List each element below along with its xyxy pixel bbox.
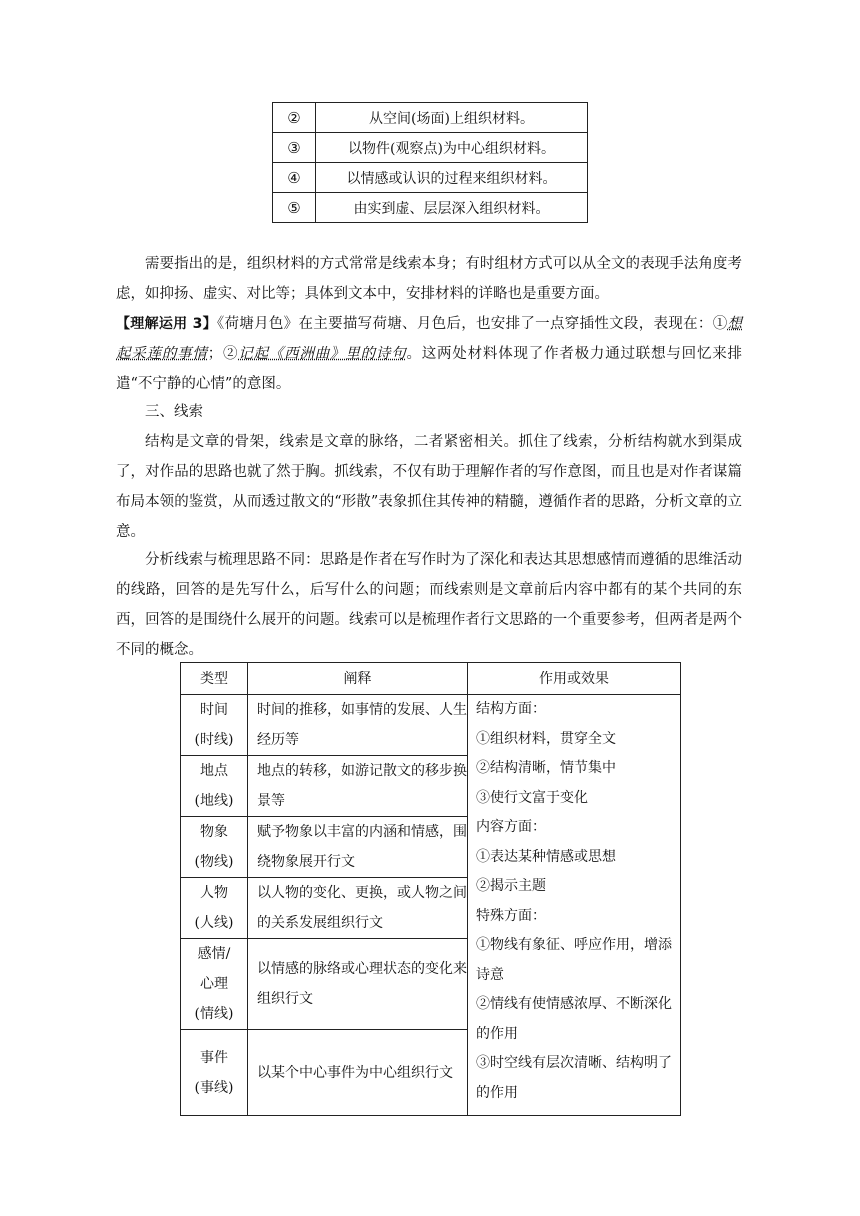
type-alias: (人线) xyxy=(194,915,234,931)
table-row xyxy=(273,193,588,223)
explanation-cell: 以人物的变化、更换，或人物之间的关系发展组织行文 xyxy=(248,878,468,939)
effect-line: ①组织材料，贯穿全文 xyxy=(476,730,616,747)
header-effect: 作用或效果 xyxy=(468,663,681,695)
underlined-answer-1: 想起采莲的事情 xyxy=(116,316,742,362)
effect-line: ③使行文富于变化 xyxy=(476,789,588,806)
table-row xyxy=(273,133,588,163)
type-alias: (时线) xyxy=(194,732,234,748)
organize-materials-table xyxy=(272,102,588,223)
explanation-cell: 时间的推移，如事情的发展、人生经历等 xyxy=(248,695,468,756)
row-text: 以情感或认识的过程来组织材料。 xyxy=(316,163,588,193)
type-cell xyxy=(181,756,248,817)
thread-types-table xyxy=(180,662,681,1116)
effect-line: ②揭示主题 xyxy=(476,878,546,894)
type-name: 心理 xyxy=(200,976,228,992)
header-type: 类型 xyxy=(181,663,248,695)
effect-line: 特殊方面： xyxy=(476,907,546,924)
effect-line: 内容方面： xyxy=(476,819,546,835)
paragraph-thread-vs-thought: 分析线索与梳理思路不同：思路是作者在写作时为了深化和表达其思想感情而遵循的思维活动的线路，回答的是先写什么，后写什么的问题；而线索则是文章前后内容中都有的某个共同的东西，回答的是围绕什么展开的问题。线索可以是梳理作者行文思路的一个重要参考，但两者是两个不同的概念。 xyxy=(116,552,742,658)
type-cell xyxy=(181,1030,248,1116)
row-number: ② xyxy=(273,103,316,133)
type-alias: (事线) xyxy=(194,1079,234,1096)
effect-line: 结构方面： xyxy=(476,701,546,717)
effect-line: ②情线有使情感浓厚、不断深化的作用 xyxy=(476,996,672,1042)
type-alias: (情线) xyxy=(194,1006,234,1022)
type-cell xyxy=(181,695,248,756)
apply-text: 。这两处材料体现了作者极力通过联想与回忆来排遣“不宁静的心情”的意图。 xyxy=(116,346,743,392)
effect-line: ②结构清晰，情节集中 xyxy=(476,760,616,776)
effect-cell xyxy=(468,695,681,1116)
apply-label: 【理解运用 3】 xyxy=(116,316,217,332)
type-name: 地点 xyxy=(200,763,228,779)
effect-line: ③时空线有层次清晰、结构明了的作用 xyxy=(476,1055,672,1101)
type-name: 人物 xyxy=(200,885,228,901)
type-alias: (物线) xyxy=(194,854,234,870)
paragraph-structure: 结构是文章的骨架，线索是文章的脉络，二者紧密相关。抓住了线索，分析结构就水到渠成了，对作品的思路也就了然于胸。抓线索，不仅有助于理解作者的写作意图，而且也是对作者谋篇布局本领的鉴赏，从而透过散文的“形散”表象抓住其传神的精髓，遵循作者的思路，分析文章的立意。 xyxy=(116,434,742,540)
type-cell xyxy=(181,817,248,878)
apply-text: 《荷塘月色》在主要描写荷塘、月色后，也安排了一点穿插性文段，表现在：① xyxy=(216,316,728,332)
row-text: 从空间(场面)上组织材料。 xyxy=(316,103,588,133)
table-row xyxy=(181,695,681,756)
explanation-cell: 赋予物象以丰富的内涵和情感，围绕物象展开行文 xyxy=(248,817,468,878)
row-text: 由实到虚、层层深入组织材料。 xyxy=(316,193,588,223)
table-header-row xyxy=(181,663,681,695)
type-name: 物象 xyxy=(200,824,228,840)
type-cell xyxy=(181,939,248,1030)
type-name: 时间 xyxy=(200,702,228,718)
explanation-cell: 以情感的脉络或心理状态的变化来组织行文 xyxy=(248,939,468,1030)
type-name: 感情/ xyxy=(197,946,231,962)
effect-line: ①物线有象征、呼应作用，增添诗意 xyxy=(476,937,672,983)
explanation-cell: 地点的转移，如游记散文的移步换景等 xyxy=(248,756,468,817)
row-number: ⑤ xyxy=(273,193,316,223)
paragraph-apply xyxy=(116,309,742,399)
underlined-answer-2: 记起《西洲曲》里的诗句 xyxy=(238,346,407,362)
table-row xyxy=(273,103,588,133)
row-number: ③ xyxy=(273,133,316,163)
table-row xyxy=(273,163,588,193)
type-alias: (地线) xyxy=(194,793,234,809)
header-explanation: 阐释 xyxy=(248,663,468,695)
type-cell xyxy=(181,878,248,939)
row-text: 以物件(观察点)为中心组织材料。 xyxy=(316,133,588,163)
section-heading: 三、线索 xyxy=(145,404,203,420)
row-number: ④ xyxy=(273,163,316,193)
paragraph-note: 需要指出的是，组织材料的方式常常是线索本身；有时组材方式可以从全文的表现手法角度考虑，如抑扬、虚实、对比等；具体到文本中，安排材料的详略也是重要方面。 xyxy=(116,256,742,302)
apply-text: ；② xyxy=(207,346,239,362)
explanation-cell: 以某个中心事件为中心组织行文 xyxy=(248,1030,468,1116)
effect-line: ①表达某种情感或思想 xyxy=(476,848,616,865)
type-name: 事件 xyxy=(200,1049,228,1066)
